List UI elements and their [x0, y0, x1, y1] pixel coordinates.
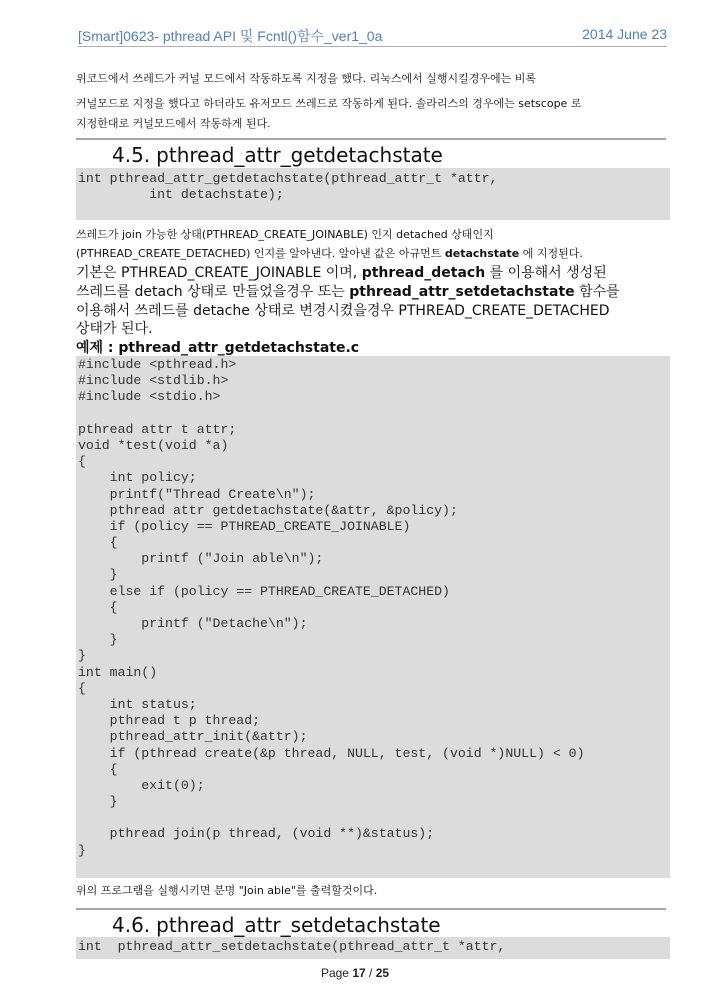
intro-line-1: 위코드에서 쓰레드가 커널 모드에서 작동하도록 지정을 했다. 리눅스에서 실행시킬경우에는 비록 — [76, 72, 537, 85]
code-line: pthread attr getdetachstate(&attr, &policy); — [78, 502, 458, 518]
code-line: if (policy == PTHREAD_CREATE_JOINABLE) — [78, 518, 411, 534]
desc-line-5: 이용해서 쓰레드를 detache 상태로 변경시켰을경우 PTHREAD_CREATE_DETACHED — [76, 303, 610, 319]
bold-term: pthread_attr_setdetachstate — [349, 284, 575, 300]
code-line: int status; — [78, 696, 197, 712]
bold-term: detachstate — [444, 247, 520, 260]
code-line — [78, 810, 670, 826]
code-line: exit(0); — [78, 777, 205, 793]
conclusion-text: 위의 프로그램을 실행시키면 분명 "Join able"를 출력할것이다. — [76, 884, 378, 897]
section-title: pthread_attr_setdetachstate — [156, 913, 441, 937]
code-line: #include <pthread.h> — [78, 357, 237, 372]
bold-term: pthread_detach — [361, 265, 486, 281]
code-line: printf("Thread Create\n"); — [78, 486, 316, 502]
code-line: printf ("Detache\n"); — [78, 616, 308, 631]
page-number: 17 — [352, 966, 366, 980]
code-line: { — [78, 761, 118, 777]
code-line: { — [78, 680, 86, 696]
code-line: int detachstate); — [78, 187, 284, 203]
intro-line-3: 지정한대로 커널모드에서 작동하게 된다. — [76, 117, 271, 130]
section-divider — [76, 908, 666, 910]
desc-line-1: 쓰레드가 join 가능한 상태(PTHREAD_CREATE_JOINABLE) 인지 detached 상태인지 — [76, 228, 494, 241]
code-line: { — [78, 454, 86, 470]
code-line: void *test(void *a) — [78, 437, 229, 453]
code-line: { — [78, 535, 118, 551]
section-number: 4.6. — [112, 913, 151, 937]
section-title: pthread_attr_getdetachstate — [156, 143, 443, 167]
code-line: #include <stdio.h> — [78, 389, 221, 405]
code-line: pthread_attr_init(&attr); — [78, 729, 308, 745]
code-line: int policy; — [78, 470, 197, 486]
example-heading: 예제 : pthread_attr_getdetachstate.c — [76, 340, 360, 356]
signature-code-block — [76, 168, 670, 220]
document-title: [Smart]0623- pthread API 및 Fcntl()함수_ver1_0a — [78, 28, 383, 44]
code-line: printf ("Join able\n"); — [78, 551, 324, 567]
code-line: pthread t p thread; — [78, 713, 261, 729]
code-line: } — [78, 567, 118, 583]
code-line: pthread attr t attr; — [78, 421, 237, 437]
page-header — [78, 24, 667, 47]
desc-line-6: 상태가 된다. — [76, 321, 153, 337]
section-heading-4-5 — [112, 143, 443, 167]
document-date: 2014 June 23 — [582, 26, 667, 42]
code-line: int pthread_attr_getdetachstate(pthread_attr_t *attr, — [78, 171, 498, 186]
section-heading-4-6 — [112, 913, 441, 937]
section-number: 4.5. — [112, 143, 151, 167]
code-line: pthread join(p thread, (void **)&status); — [78, 826, 435, 842]
code-line: } — [78, 632, 118, 648]
desc-line-3: 기본은 PTHREAD_CREATE_JOINABLE 이며, pthread_detach 를 이용해서 생성된 — [76, 265, 607, 281]
section-divider — [76, 138, 666, 140]
code-line: } — [78, 648, 86, 664]
example-code-block — [76, 356, 670, 878]
code-line: if (pthread create(&p thread, NULL, test, (void *)NULL) < 0) — [78, 745, 585, 761]
code-line: int main() — [78, 664, 158, 680]
code-line: } — [78, 794, 118, 810]
signature-code-block-2 — [76, 937, 670, 959]
page-total: 25 — [375, 966, 390, 980]
page-footer: Page 17 / 25 — [320, 966, 390, 980]
code-line: } — [78, 842, 86, 858]
code-line: #include <stdlib.h> — [78, 373, 229, 389]
code-line: else if (policy == PTHREAD_CREATE_DETACHED) — [78, 583, 450, 599]
desc-line-4: 쓰레드를 detach 상태로 만들었을경우 또는 pthread_attr_setdetachstate 함수를 — [76, 284, 620, 300]
intro-line-2: 커널모드로 지정을 했다고 하더라도 유저모드 쓰레드로 작동하게 된다. 솔라리스의 경우에는 setscope 로 — [76, 97, 582, 110]
desc-line-2: (PTHREAD_CREATE_DETACHED) 인지를 알아낸다. 알아낸 값은 아규먼트 detachstate 에 지정된다. — [76, 247, 583, 260]
code-line — [78, 406, 670, 422]
code-line: { — [78, 599, 118, 615]
code-line: int pthread_attr_setdetachstate(pthread_attr_t *attr, — [78, 939, 506, 954]
